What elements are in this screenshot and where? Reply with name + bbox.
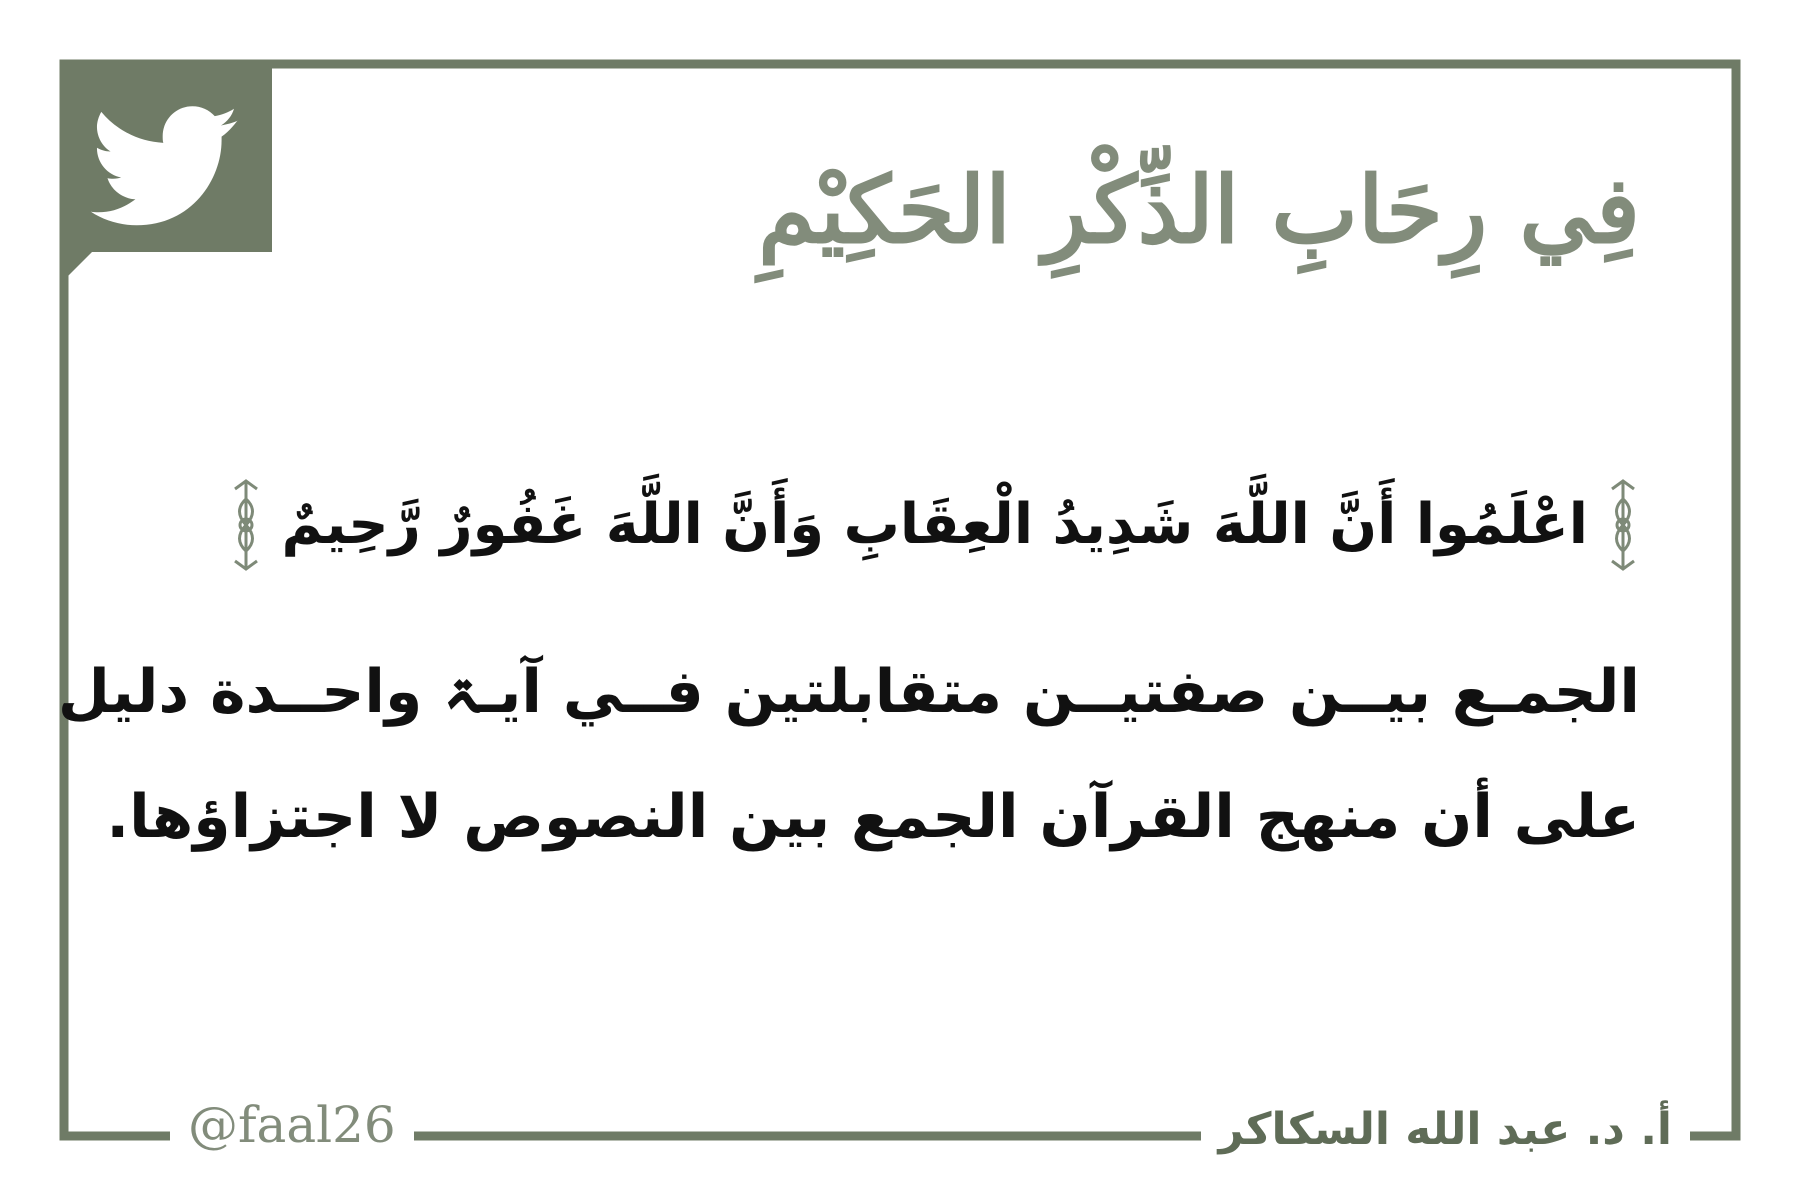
commentary-line-2: على أن منهج القرآن الجمع بين النصوص لا اجتزاؤها. (106, 782, 1640, 852)
author-name: أ. د. عبد الله السكاكر (1201, 1095, 1691, 1165)
commentary (57, 630, 1640, 880)
ornament-close-icon (229, 477, 263, 573)
twitter-handle: @faal26 (170, 1090, 414, 1160)
twitter-bird-icon (62, 62, 272, 282)
page-title: فِي رِحَابِ الذِّكْرِ الحَكِيْمِ (758, 156, 1640, 264)
commentary-line-1: الجمـع بيــن صفتيــن متقابلتين فــي آيـۃ واحــدة دليل (57, 657, 1640, 727)
quran-verse (280, 470, 1640, 580)
verse-text: اعْلَمُوا أَنَّ اللَّهَ شَدِيدُ الْعِقَابِ وَأَنَّ اللَّهَ غَفُورٌ رَّحِيمٌ (281, 492, 1588, 558)
ornament-open-icon (1606, 477, 1640, 573)
